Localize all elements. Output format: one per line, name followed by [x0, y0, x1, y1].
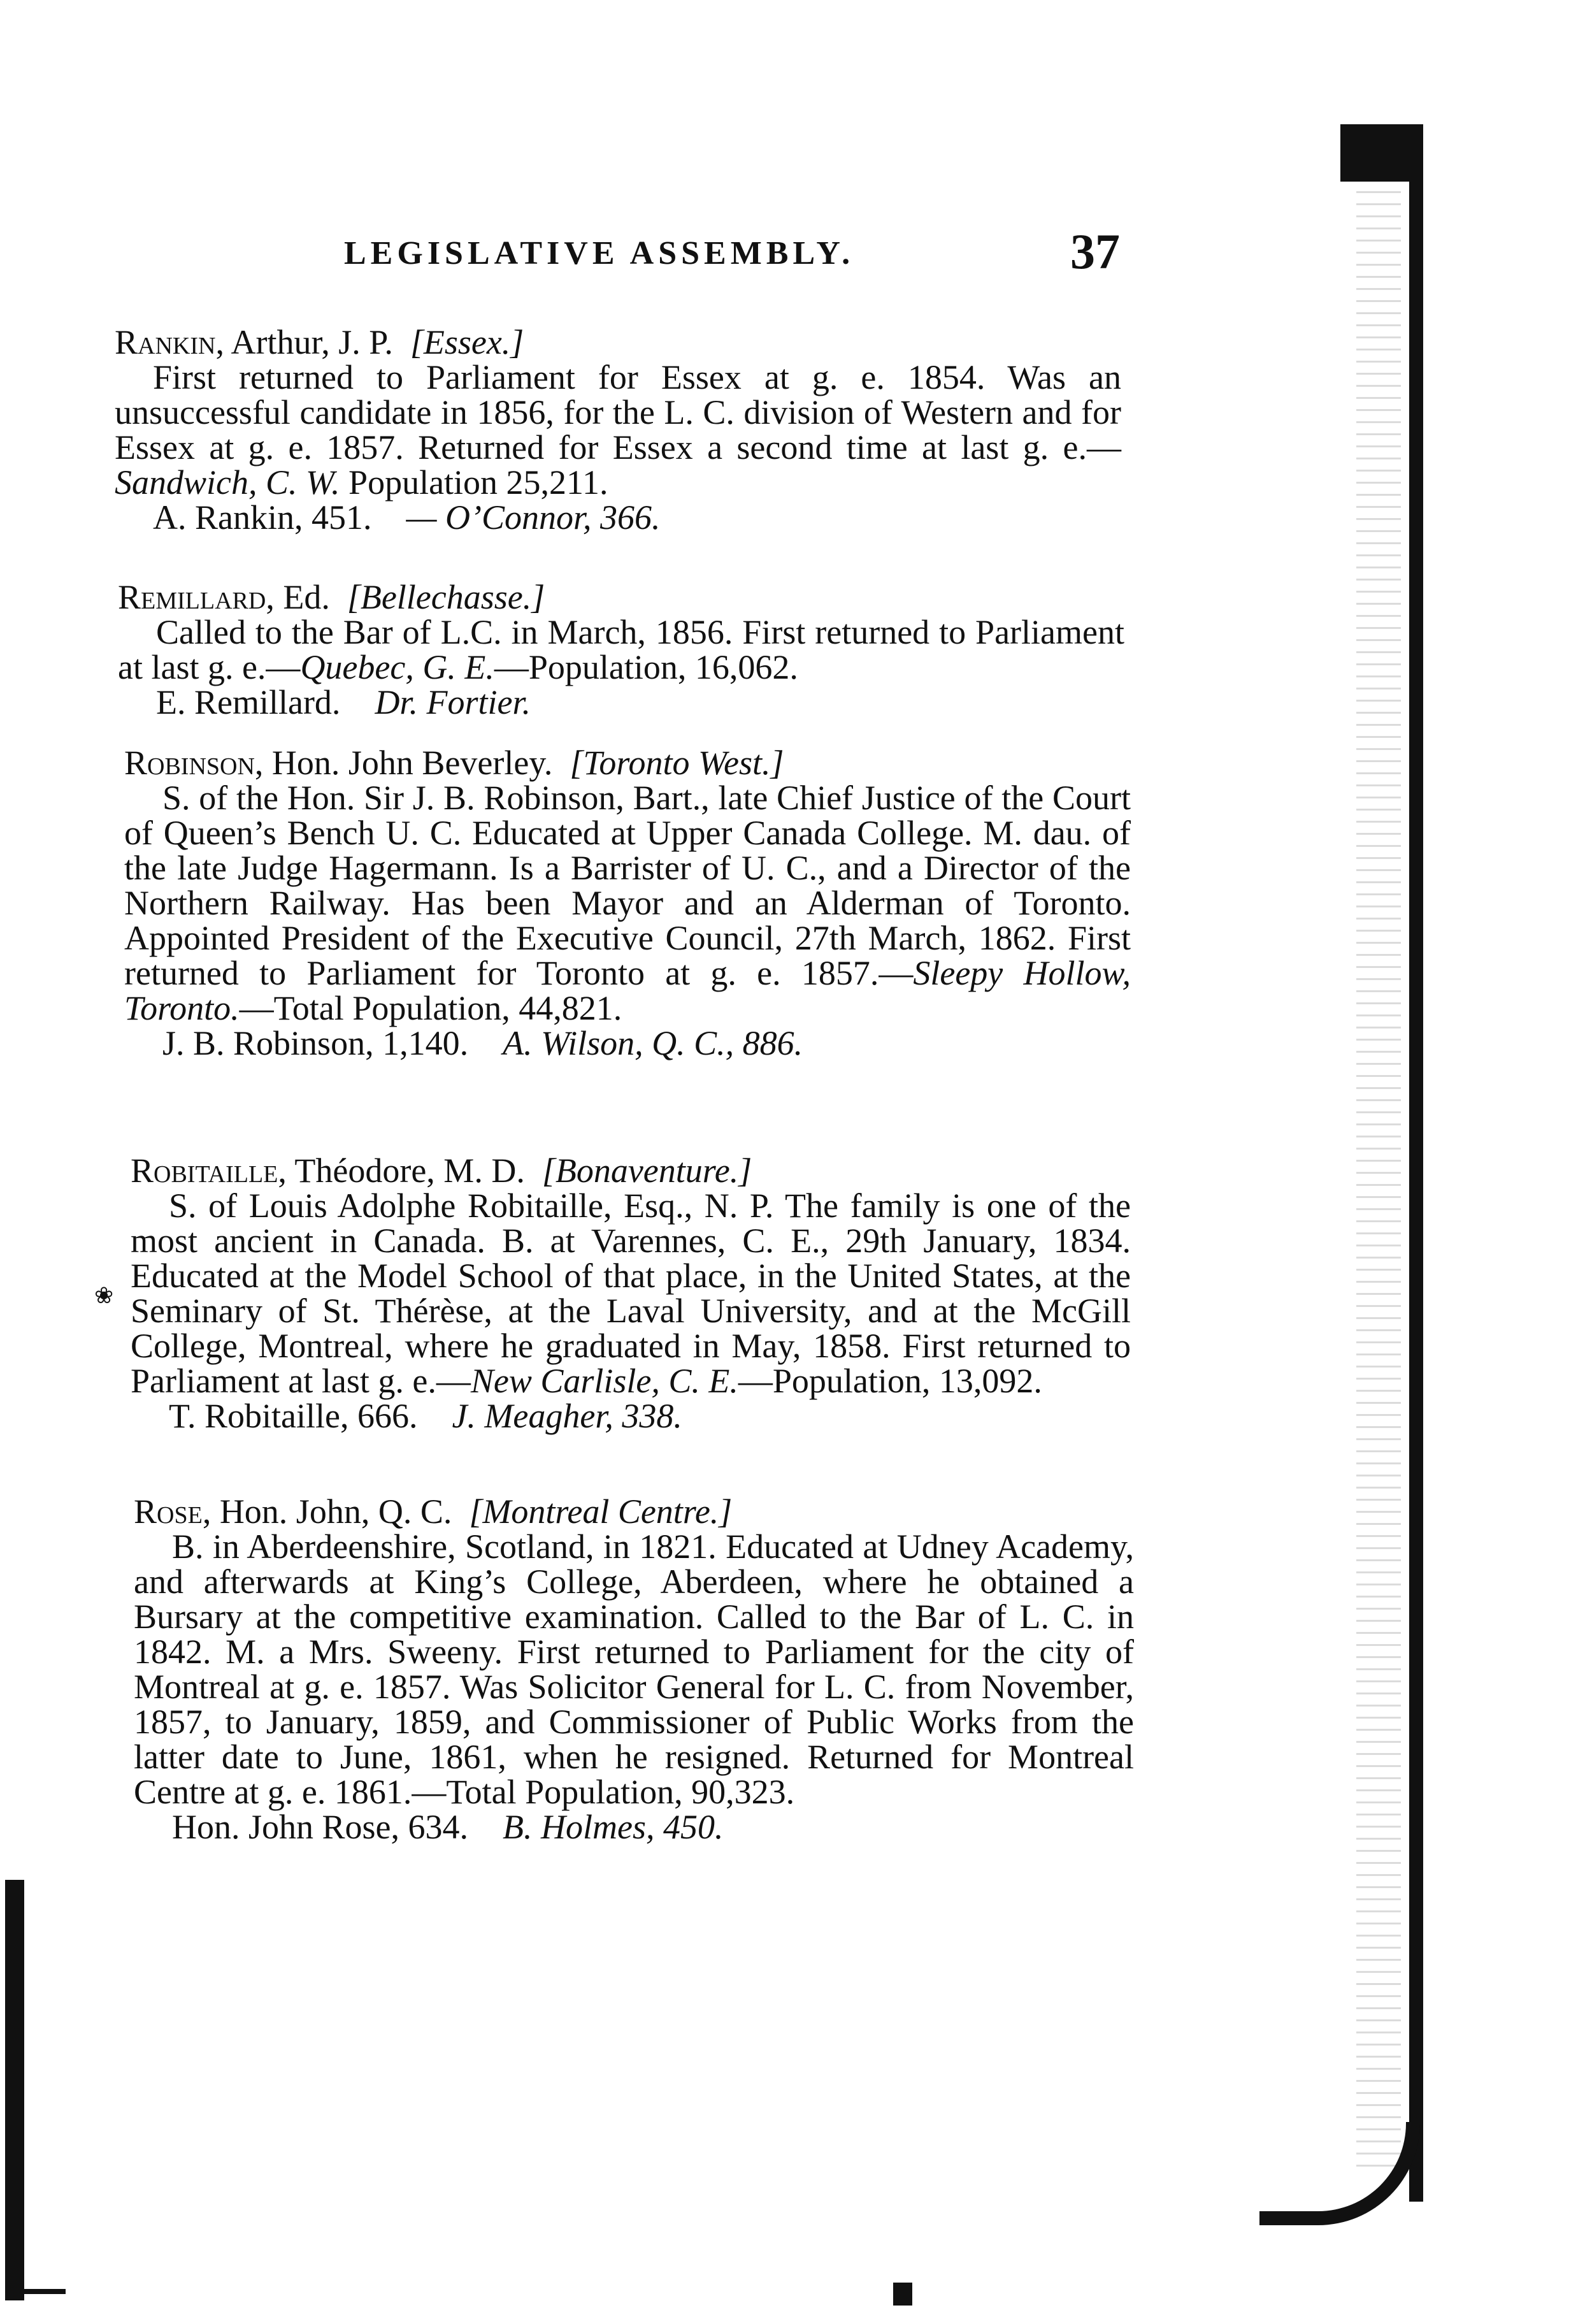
bio-text: Called to the Bar of L.C. in March, 1856. First returned to Parliament at last g. e.— [118, 613, 1124, 686]
member-entry [134, 1494, 1134, 1845]
entry-heading [115, 325, 1121, 360]
bio-place: Quebec, G. E. [300, 648, 494, 686]
entry-heading [131, 1153, 1131, 1188]
scan-bottom-mark [893, 2283, 912, 2306]
member-bio [131, 1188, 1131, 1399]
bio-text: B. in Aberdeenshire, Scotland, in 1821. Educated at Udney Academy, and afterwards at King’s College, Aberdeen, where he obtained a Bursary at the competitive examination. Called to the Bar of L. C. in 1842. M. a Mrs. Sweeny. First returned to Parliament for the city of Montreal at g. e. 1857. Was Solicitor General for L. C. from November, 1857, to January, 1859, and Commissioner of Public Works from the latter date to June, 1861, when he resigned. Returned for Montreal Centre at g. e. 1861.—Total Population, 90,323. [134, 1527, 1134, 1811]
member-bio [124, 781, 1131, 1026]
votes-loser: Dr. Fortier. [375, 683, 531, 721]
election-result [115, 500, 1121, 535]
member-entry [131, 1153, 1131, 1434]
scan-page-curl [1259, 2122, 1420, 2225]
votes-winner: T. Robitaille, 666. [169, 1397, 418, 1435]
constituency: [Bellechasse.] [347, 578, 545, 616]
margin-mark-icon: ❀ [94, 1283, 114, 1308]
member-bio [134, 1529, 1134, 1810]
votes-loser: J. Meagher, 338. [452, 1397, 682, 1435]
member-surname: Remillard [118, 578, 266, 616]
entry-heading [134, 1494, 1134, 1529]
constituency: [Essex.] [410, 323, 524, 361]
member-name-rest: , Théodore, M. D. [278, 1151, 525, 1190]
member-name-rest: , Ed. [266, 578, 330, 616]
scan-left-bar-foot [5, 2289, 66, 2294]
constituency: [Toronto West.] [570, 744, 784, 782]
entry-heading [124, 746, 1131, 781]
scan-page-edge [1409, 124, 1423, 2202]
bio-text: S. of the Hon. Sir J. B. Robinson, Bart., late Chief Justice of the Court of Queen’s Bench U. C. Educated at Upper Canada College. M. dau. of the late Judge Hagermann. Is a Barrister of U. C., and a Director of the Northern Railway. Has been Mayor and an Alderman of Toronto. Appointed President of the Executive Council, 27th March, 1862. First returned to Parliament for Toronto at g. e. 1857.— [124, 779, 1131, 992]
bio-tail: Population 25,211. [340, 463, 608, 502]
member-bio [118, 615, 1124, 685]
votes-loser: B. Holmes, 450. [503, 1808, 724, 1846]
member-bio [115, 360, 1121, 500]
member-name-rest: , Hon. John, Q. C. [202, 1492, 452, 1531]
scan-left-bar [5, 1880, 24, 2300]
votes-winner: J. B. Robinson, 1,140. [162, 1024, 469, 1062]
page-number: 37 [1070, 224, 1120, 279]
bio-place: Sleepy Hollow, Toronto. [124, 954, 1131, 1027]
bio-tail: —Population, 13,092. [738, 1362, 1042, 1400]
bio-tail: —Total Population, 44,821. [239, 989, 622, 1027]
member-surname: Rose [134, 1492, 203, 1531]
scan-edge-shadow [1340, 124, 1417, 182]
votes-winner: Hon. John Rose, 634. [172, 1808, 469, 1846]
page-header-title: LEGISLATIVE ASSEMBLY. [344, 235, 855, 271]
votes-winner: A. Rankin, 451. [153, 498, 372, 537]
member-name-rest: , Hon. John Beverley. [254, 744, 553, 782]
bio-text: First returned to Parliament for Essex at g. e. 1854. Was an unsuccessful candidate in 1856, for the L. C. division of Western and for Essex at g. e. 1857. Returned for Essex a second time at last g. e.— [115, 358, 1121, 466]
scan-speckle [1356, 191, 1401, 2167]
member-surname: Robinson [124, 744, 255, 782]
election-result [131, 1399, 1131, 1434]
election-result [118, 685, 1124, 720]
member-surname: Robitaille [131, 1151, 278, 1190]
member-entry [115, 325, 1121, 535]
election-result [134, 1810, 1134, 1845]
votes-loser: — O’Connor, 366. [406, 498, 661, 537]
member-entry [118, 580, 1124, 720]
bio-place: Sandwich, C. W. [115, 463, 340, 502]
election-result [124, 1026, 1131, 1061]
member-name-rest: , Arthur, J. P. [215, 323, 393, 361]
votes-winner: E. Remillard. [156, 683, 341, 721]
bio-tail: —Population, 16,062. [494, 648, 798, 686]
constituency: [Montreal Centre.] [469, 1492, 733, 1531]
votes-loser: A. Wilson, Q. C., 886. [503, 1024, 803, 1062]
bio-place: New Carlisle, C. E. [470, 1362, 738, 1400]
entry-heading [118, 580, 1124, 615]
member-surname: Rankin [115, 323, 216, 361]
bio-text: S. of Louis Adolphe Robitaille, Esq., N. P. The family is one of the most ancient in Canada. B. at Varennes, C. E., 29th January, 1834. Educated at the Model School of that place, in the United States, at the Seminary of St. Thérèse, at the Laval University, and at the McGill College, Montreal, where he graduated in May, 1858. First returned to Parliament at last g. e.— [131, 1187, 1131, 1400]
constituency: [Bonaventure.] [541, 1151, 752, 1190]
member-entry [124, 746, 1131, 1061]
